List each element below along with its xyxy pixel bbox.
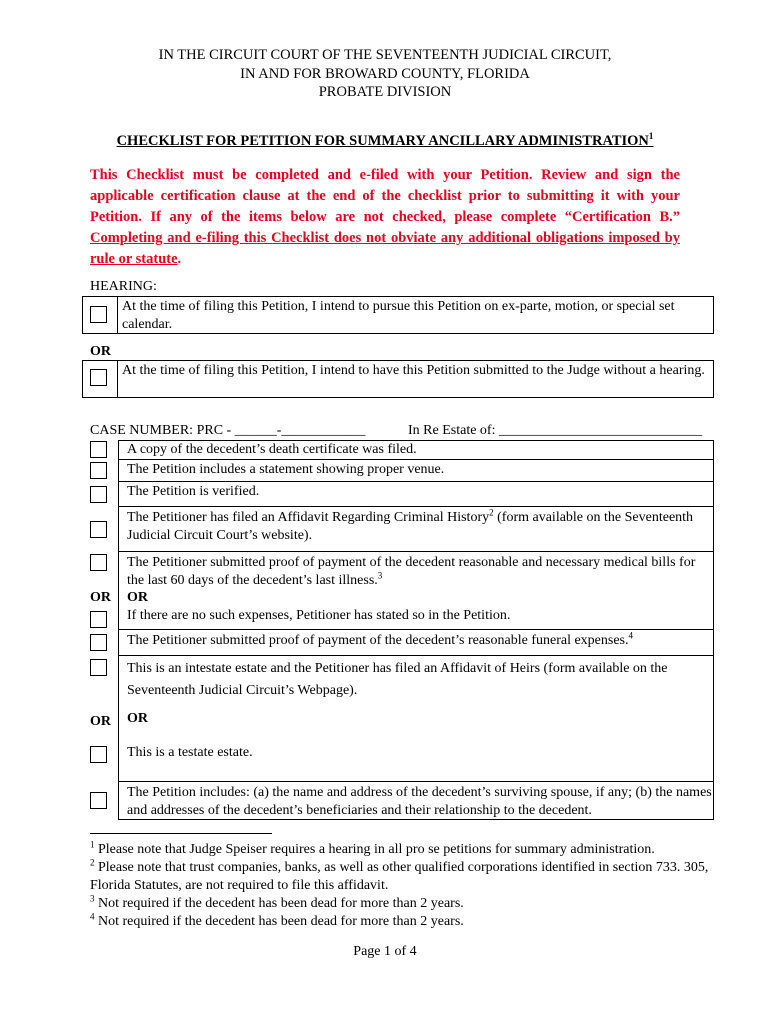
estate-or-left: OR — [90, 714, 111, 729]
venue-text: The Petition includes a statement showing proper venue. — [127, 462, 445, 477]
intestate-checkbox[interactable] — [90, 659, 107, 676]
court-line-1: IN THE CIRCUIT COURT OF THE SEVENTEENTH JUDICIAL CIRCUIT, — [158, 47, 612, 63]
criminal-affidavit-text: The Petitioner has filed an Affidavit Regarding Criminal History$^2$ (form available on the Seventeenth Judicial Circuit Court’s website). — [127, 507, 694, 543]
case-number-field[interactable]: CASE NUMBER: PRC - ______-____________ — [90, 423, 366, 438]
spouse-info-checkbox[interactable] — [90, 792, 107, 809]
medical-or-left: OR — [90, 590, 111, 605]
estate-name-field[interactable]: In Re Estate of: _____________________________ — [408, 423, 702, 438]
venue-checkbox[interactable] — [90, 462, 107, 479]
hearing-label: HEARING: — [90, 279, 157, 294]
criminal-affidavit-checkbox[interactable] — [90, 521, 107, 538]
no-expenses-text: If there are no such expenses, Petitioner has stated so in the Petition. — [127, 608, 511, 623]
death-certificate-text: A copy of the decedent’s death certificate was filed. — [127, 442, 417, 457]
footnote-2: $^2$ Please note that trust companies, banks, as well as other qualified corporations identified in section 733. 305, Florida Statutes, are not required to file this affidavit. — [90, 857, 709, 893]
testate-text: This is a testate estate. — [127, 745, 253, 760]
death-certificate-checkbox[interactable] — [90, 441, 107, 458]
title-footnote-ref: 1 — [648, 131, 654, 142]
funeral-expenses-text: The Petitioner submitted proof of payment of the decedent’s reasonable funeral expenses.$^4$ — [127, 630, 633, 648]
footnote-ref-4: 4 — [628, 630, 633, 641]
testate-checkbox[interactable] — [90, 746, 107, 763]
hearing-option-2-checkbox[interactable] — [90, 369, 107, 386]
verified-text: The Petition is verified. — [127, 484, 260, 499]
hearing-option-1-checkbox[interactable] — [90, 306, 107, 323]
footnote-separator — [90, 833, 272, 834]
hearing-option-1-text: At the time of filing this Petition, I intend to pursue this Petition on ex-parte, motion, or special set calendar. — [122, 299, 675, 332]
page-number: Page 1 of 4 — [353, 944, 417, 959]
medical-bills-checkbox[interactable] — [90, 554, 107, 571]
footnote-3: $^3$ Not required if the decedent has been dead for more than 2 years. — [90, 893, 464, 911]
page-title: CHECKLIST FOR PETITION FOR SUMMARY ANCILLARY ADMINISTRATION$^1$ — [116, 131, 654, 149]
instructions: This Checklist must be completed and e-filed with your Petition. Review and sign the applicable certification clause at the end of the checklist prior to submitting it with your Petition. If any of the items below are not checked, please complete “Certification B.” Completing and e-filing this Checklist does not obviate any additional obligations imposed by rule or statute. — [90, 167, 680, 267]
footnote-ref-3: 3 — [377, 570, 383, 581]
intestate-text: This is an intestate estate and the Petitioner has filed an Affidavit of Heirs (form available on the Seventeenth Judicial Circuit’s Webpage). — [127, 661, 668, 698]
medical-or-right: OR — [127, 590, 148, 605]
footnote-4: $^4$ Not required if the decedent has been dead for more than 2 years. — [90, 911, 464, 929]
spouse-info-text: The Petition includes: (a) the name and address of the decedent’s surviving spouse, if any; (b) the names and addresses of the decedent’s beneficiaries and their relationship to the decedent. — [127, 785, 712, 818]
hearing-option-2-text: At the time of filing this Petition, I intend to have this Petition submitted to the Judge without a hearing. — [122, 363, 705, 378]
footnote-1: $^1$ Please note that Judge Speiser requires a hearing in all pro se petitions for summary administration. — [90, 839, 655, 857]
court-line-2: IN AND FOR BROWARD COUNTY, FLORIDA — [240, 66, 530, 82]
no-expenses-checkbox[interactable] — [90, 611, 107, 628]
medical-bills-text: The Petitioner submitted proof of payment of the decedent reasonable and necessary medical bills for the last 60 days of the decedent’s last illness.$^3$ — [127, 555, 696, 588]
footnote-ref-2: 2 — [489, 507, 494, 518]
court-line-3: PROBATE DIVISION — [318, 84, 452, 100]
estate-or-right: OR — [127, 711, 148, 726]
hearing-or: OR — [90, 344, 111, 359]
verified-checkbox[interactable] — [90, 486, 107, 503]
funeral-expenses-checkbox[interactable] — [90, 634, 107, 651]
